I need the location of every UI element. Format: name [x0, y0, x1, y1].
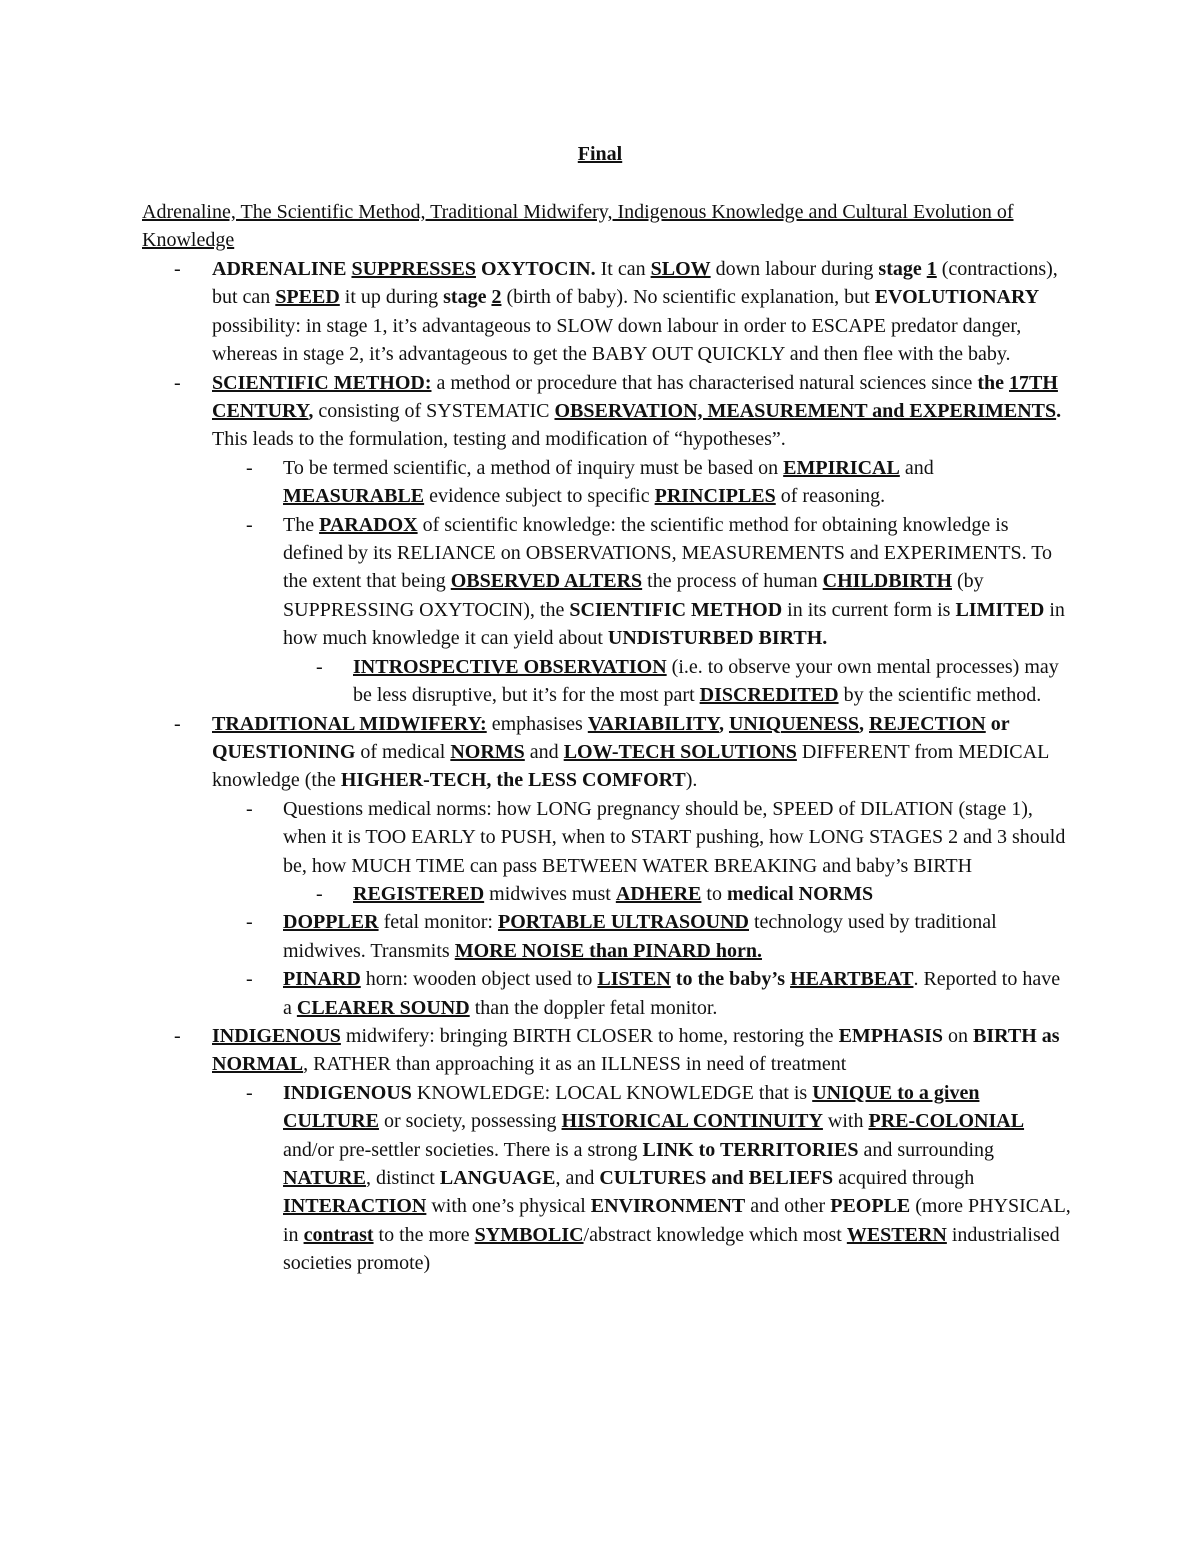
text-segment: INTERACTION [283, 1195, 427, 1218]
text-segment: MEASURABLE [283, 485, 425, 508]
bullet-list [142, 255, 1072, 1278]
text-segment: to [701, 882, 727, 905]
text-segment: . Reported to have a [283, 968, 1061, 1019]
text-segment: REGISTERED [353, 882, 485, 905]
text-segment: of reasoning. [775, 485, 886, 508]
list-item [142, 369, 1072, 454]
text-segment: The [283, 513, 320, 536]
text-segment: HISTORICAL CONTINUITY [561, 1110, 823, 1133]
text-segment: medical NORMS [726, 882, 874, 905]
text-segment: SYMBOLIC [474, 1223, 584, 1246]
list-item [142, 454, 1072, 511]
bullet-dash: - [246, 911, 253, 934]
text-segment: technology used by traditional midwives. Transmits [283, 911, 997, 962]
text-segment: midwives must [484, 882, 616, 905]
text-segment: HEARTBEAT [790, 968, 914, 991]
text-segment: stage [878, 258, 927, 280]
text-segment: stage [443, 286, 492, 309]
text-segment: OBSERVATION, MEASUREMENT and EXPERIMENTS [554, 400, 1057, 423]
text-segment: with [822, 1110, 869, 1133]
text-segment: LOW-TECH SOLUTIONS [563, 740, 797, 763]
text-segment: MORE NOISE than PINARD horn. [454, 939, 762, 962]
bullet-dash: - [246, 968, 253, 991]
text-segment: evidence subject to specific [424, 485, 655, 508]
list-item [142, 908, 1072, 965]
text-segment: or society, possessing [378, 1110, 562, 1133]
text-segment: midwifery: bringing BIRTH CLOSER to home, restoring the [340, 1024, 839, 1047]
text-segment: ). [685, 769, 698, 792]
text-segment: SLOW [650, 258, 711, 280]
text-segment: (by SUPPRESSING OXYTOCIN), the [283, 570, 984, 621]
text-segment: INDIGENOUS [212, 1024, 341, 1047]
text-segment: NORMS [450, 740, 525, 763]
text-segment: than the doppler fetal monitor. [469, 996, 718, 1019]
text-segment: the process of human [642, 570, 823, 593]
text-segment: , distinct [365, 1167, 440, 1189]
text-segment: (more PHYSICAL, in [283, 1195, 1071, 1246]
text-segment: CHILDBIRTH [822, 570, 952, 593]
bullet-dash: - [174, 712, 181, 735]
text-segment: PRINCIPLES [654, 485, 776, 508]
text-segment: , [718, 712, 729, 735]
text-segment: , and [555, 1167, 600, 1189]
text-segment: 1 [926, 258, 937, 280]
text-segment: fetal monitor: [378, 911, 498, 934]
text-segment: a method or procedure that has characterised natural sciences since [431, 371, 978, 394]
text-segment: industrialised societies promote) [283, 1223, 1060, 1275]
text-segment: SPEED [275, 286, 340, 309]
list-item [142, 795, 1072, 880]
text-segment: DISCREDITED [699, 684, 839, 707]
list-item [142, 965, 1072, 1022]
text-segment: This leads to the formulation, testing and modification of “hypotheses”. [212, 428, 786, 451]
bullet-dash: - [316, 882, 323, 905]
list-item [142, 1079, 1072, 1278]
list-item [142, 710, 1072, 795]
text-segment: LINK to TERRITORIES [642, 1138, 859, 1161]
text-segment: To be termed scientific, a method of inquiry must be based on [283, 456, 784, 479]
text-segment: and/or pre-settler societies. There is a strong [283, 1138, 643, 1161]
text-segment: 17TH CENTURY [212, 371, 1058, 423]
text-segment: PINARD [283, 968, 361, 991]
text-segment: VARIABILITY [587, 712, 719, 735]
text-segment: UNIQUENESS [728, 712, 860, 735]
text-segment: SUPPRESSES [351, 258, 476, 280]
bullet-dash: - [174, 1024, 181, 1047]
text-segment: the [977, 371, 1010, 394]
text-segment: CULTURES and BELIEFS [599, 1167, 834, 1189]
text-segment: HIGHER-TECH, the LESS COMFORT [340, 769, 686, 792]
list-item [142, 255, 1072, 369]
text-segment: REJECTION [869, 712, 986, 735]
text-segment: with one’s physical [426, 1195, 591, 1218]
text-segment: UNIQUE to a given CULTURE [283, 1081, 980, 1133]
text-segment: LIMITED [955, 598, 1045, 621]
text-segment: horn: wooden object used to [360, 968, 598, 991]
text-segment: BIRTH as [973, 1024, 1060, 1047]
list-item [142, 653, 1072, 710]
text-segment: to the more [373, 1223, 475, 1246]
bullet-dash: - [246, 513, 253, 536]
bullet-dash: - [246, 1081, 253, 1104]
list-item [142, 880, 1072, 908]
text-segment: NORMAL [212, 1053, 304, 1076]
text-segment: Questions medical norms: how LONG pregnancy should be, SPEED of DILATION (stage 1), when it is TOO EARLY to PUSH, when to START pushing, how LONG STAGES 2 and 3 should be, how MUCH TIME can pass BETWEEN WATER BREAKING and baby’s BIRTH [283, 797, 1066, 877]
bullet-dash: - [246, 456, 253, 479]
text-segment: /abstract knowledge which most [583, 1223, 847, 1246]
text-segment: acquired through [833, 1167, 975, 1189]
text-segment: DOPPLER [283, 911, 379, 934]
text-segment: (contractions), but can [212, 258, 1058, 309]
text-segment: LISTEN [597, 968, 671, 991]
text-segment: . [1056, 400, 1062, 423]
text-segment: PEOPLE [830, 1195, 911, 1218]
bullet-dash: - [246, 797, 253, 820]
text-segment: it up during [339, 286, 444, 309]
text-segment: contrast [303, 1223, 374, 1246]
text-segment: of medical [355, 740, 451, 763]
text-segment: SCIENTIFIC METHOD [569, 598, 783, 621]
document-title: Final [577, 143, 623, 165]
text-segment: PARADOX [319, 513, 418, 536]
text-segment: emphasises [486, 712, 588, 735]
bullet-dash: - [174, 371, 181, 394]
text-segment: WESTERN [846, 1223, 947, 1246]
text-segment: , RATHER than approaching it as an ILLNESS in need of treatment [303, 1053, 847, 1076]
text-segment: SCIENTIFIC METHOD: [212, 371, 432, 394]
text-segment: and [899, 456, 934, 479]
text-segment: consisting of SYSTEMATIC [318, 400, 555, 423]
text-segment: 2 [491, 286, 502, 309]
text-segment: of scientific knowledge: the scientific method for obtaining knowledge is defined by its RELIANCE on OBSERVATIONS, MEASUREMENTS and EXPERIMENTS. To the extent that being [283, 513, 1053, 593]
text-segment: PRE-COLONIAL [868, 1110, 1025, 1133]
bullet-dash: - [174, 258, 181, 280]
text-segment: LANGUAGE [439, 1167, 556, 1189]
text-segment: OBSERVED ALTERS [450, 570, 643, 593]
list-item [142, 511, 1072, 653]
text-segment: PORTABLE ULTRASOUND [497, 911, 749, 934]
text-segment: in its current form is [782, 598, 956, 621]
text-segment: TRADITIONAL MIDWIFERY: [212, 712, 487, 735]
text-segment: ADRENALINE [212, 258, 352, 280]
text-segment: INTROSPECTIVE OBSERVATION [353, 655, 667, 678]
text-segment: KNOWLEDGE: LOCAL KNOWLEDGE that is [411, 1081, 813, 1104]
text-segment: EVOLUTIONARY [874, 286, 1040, 309]
text-segment: by the scientific method. [838, 684, 1042, 707]
text-segment: UNDISTURBED BIRTH. [607, 627, 828, 650]
bullet-dash: - [316, 655, 323, 678]
text-segment: and other [745, 1195, 831, 1218]
text-segment: and [524, 740, 564, 763]
text-segment: in how much knowledge it can yield about [283, 598, 1065, 650]
document-subtitle: Adrenaline, The Scientific Method, Traditional Midwifery, Indigenous Knowledge and Cultural Evolution of Knowledge [142, 201, 1014, 252]
text-segment: EMPIRICAL [783, 456, 900, 479]
text-segment: ADHERE [615, 882, 702, 905]
text-segment: (i.e. to observe your own mental processes) may be less disruptive, but it’s for the most part [353, 655, 1059, 707]
text-segment: It can [595, 258, 651, 280]
text-segment: down labour during [710, 258, 879, 280]
text-segment: or QUESTIONING [212, 712, 1010, 763]
text-segment: EMPHASIS [838, 1024, 944, 1047]
text-segment: and surrounding [858, 1138, 995, 1161]
text-segment: CLEARER SOUND [296, 996, 470, 1019]
text-segment: NATURE [283, 1167, 366, 1189]
text-segment: (birth of baby). No scientific explanation, but [501, 286, 875, 309]
text-segment: INDIGENOUS [283, 1081, 412, 1104]
text-segment: ENVIRONMENT [590, 1195, 746, 1218]
text-segment: , [308, 400, 319, 423]
text-segment: OXYTOCIN. [475, 258, 596, 280]
text-segment: DIFFERENT from MEDICAL knowledge (the [212, 740, 1049, 792]
text-segment: possibility: in stage 1, it’s advantageous to SLOW down labour in order to ESCAPE predator danger, whereas in stage 2, it’s advantageous to get the BABY OUT QUICKLY and then flee with the baby. [212, 314, 1022, 366]
text-segment: on [943, 1024, 974, 1047]
list-item [142, 1022, 1072, 1079]
text-segment: , [859, 712, 870, 735]
text-segment: to the baby’s [670, 968, 791, 991]
